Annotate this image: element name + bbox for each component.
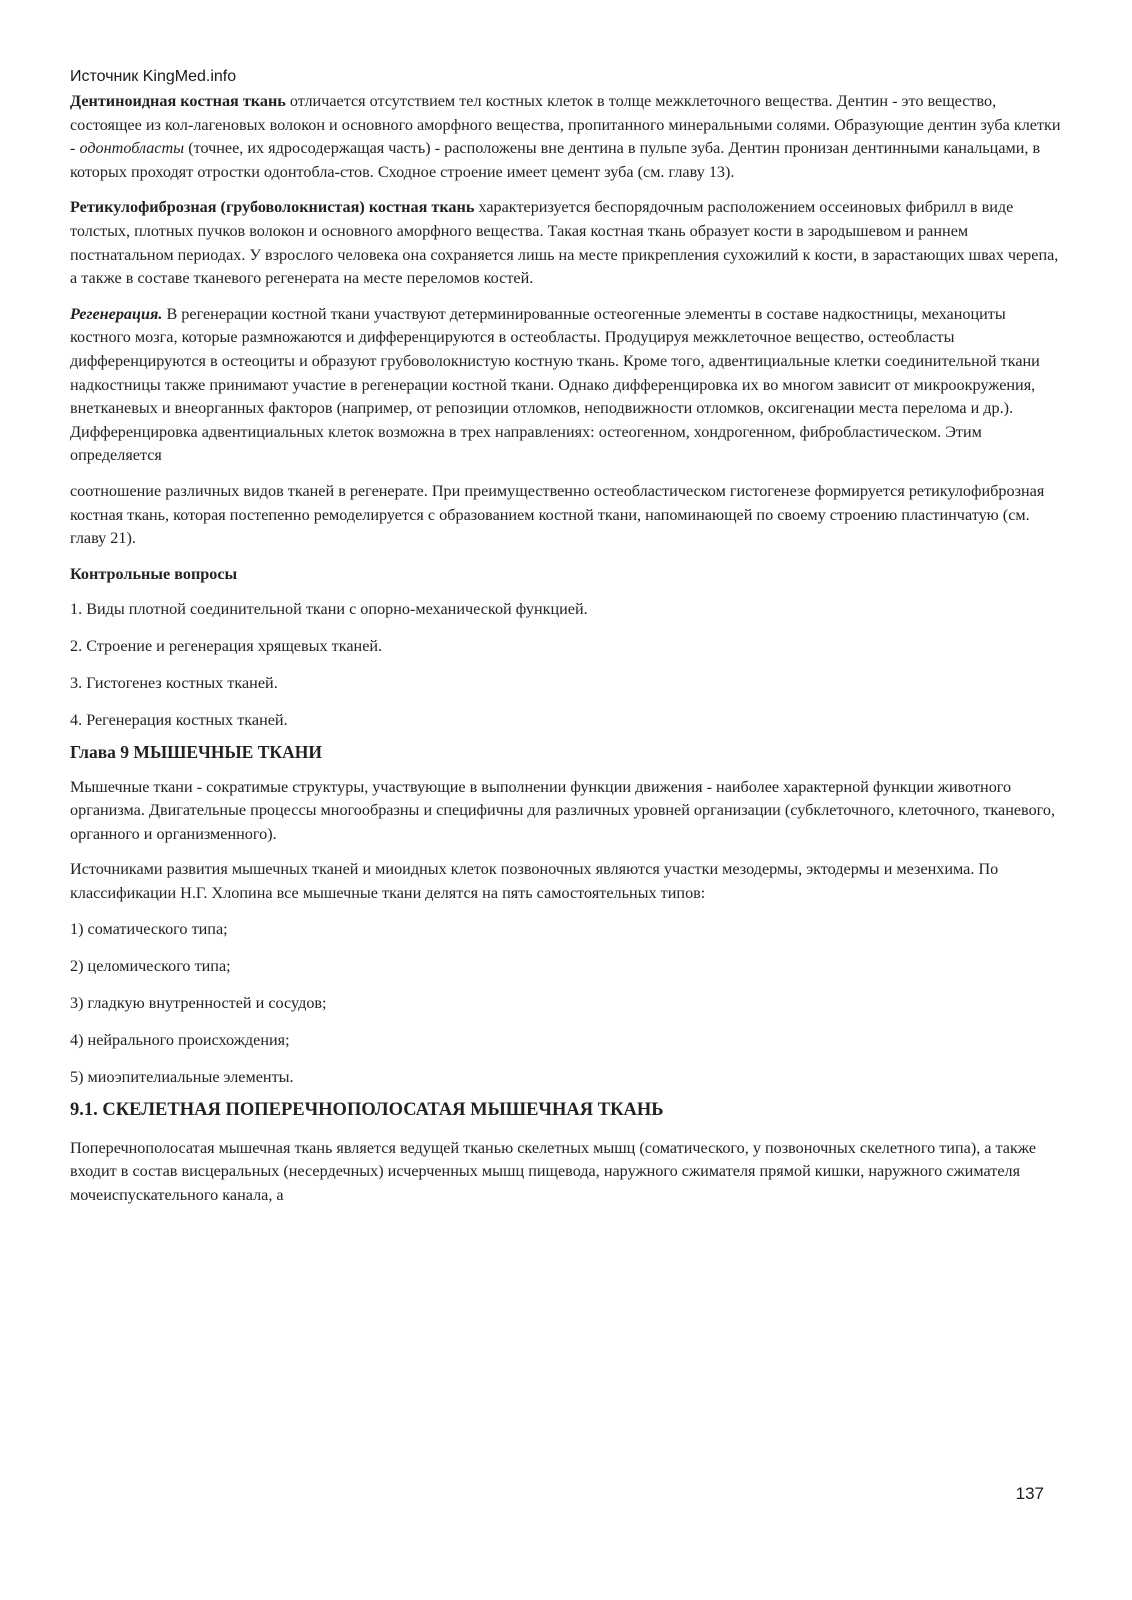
paragraph-ratio: соотношение различных видов тканей в регенерате. При преимущественно остеобластическом гистогенезе формируется ретикулофиброзная костная ткань, которая постепенно ремоделируется с образованием костной ткани, напоминающей по своему строению пластинчатую (см. главу 21). xyxy=(70,481,1045,548)
paragraph-regeneration: Регенерация. В регенерации костной ткани участвуют детерминированные остеогенные элементы в составе надкостницы, механоциты костного мозга, которые размножаются и дифференцируются в остеобласты. Продуцируя межклеточное вещество, остеобласты дифференцируются в остеоциты и образуют грубоволокнистую костную ткань. Кроме того, адвентициальные клетки соединительной ткани надкостницы также принимают участие в регенерации костной ткани. Однако дифференцировка их во многом зависит от микроокружения, внетканевых и внеорганных факторов (например, от репозиции отломков, неподвижности отломков, оксигенации места перелома и др.). xyxy=(70,304,1040,418)
term-dentinoid: Дентиноидная костная ткань xyxy=(70,92,286,110)
chapter-title: Глава 9 МЫШЕЧНЫЕ ТКАНИ xyxy=(70,741,322,762)
question-item: 2. Строение и регенерация хрящевых тканей. xyxy=(70,636,383,655)
paragraph-muscle-intro: Мышечные ткани - сократимые структуры, участвующие в выполнении функции движения - наиболее характерной функции животного организма. Двигательные процессы многообразны и специфичны для различных уровней организации (субклеточного, клеточного, тканевого, органного и организменного). xyxy=(70,777,1056,843)
section-title: 9.1. СКЕЛЕТНАЯ ПОПЕРЕЧНОПОЛОСАТАЯ МЫШЕЧНАЯ ТКАНЬ xyxy=(70,1099,664,1120)
type-item: 4) нейрального происхождения; xyxy=(70,1030,290,1049)
type-item: 5) миоэпителиальные элементы. xyxy=(70,1067,294,1086)
question-item: 4. Регенерация костных тканей. xyxy=(70,710,288,729)
type-item: 1) соматического типа; xyxy=(70,919,228,938)
term-odontoblasts: одонтобласты xyxy=(79,139,185,158)
paragraph-reticulofibrous: Ретикулофиброзная (грубоволокнистая) костная ткань характеризуется беспорядочным расположением оссеиновых фибрилл в виде толстых, плотных пучков волокон и основного аморфного вещества. Такая костная ткань образует кости в зародышевом и раннем постнатальном периодах. У взрослого человека она сохраняется лишь на месте прикрепления сухожилий к кости, в зарастающих швах черепа, а также в составе тканевого регенерата на месте переломов костей. xyxy=(70,198,1059,288)
page-number: 137 xyxy=(1015,1484,1044,1503)
paragraph-muscle-sources: Источниками развития мышечных тканей и миоидных клеток позвоночных являются участки мезодермы, эктодермы и мезенхима. По классификации Н.Г. Хлопина все мышечные ткани делятся на пять самостоятельных типов: xyxy=(70,860,999,903)
type-item: 2) целомического типа; xyxy=(70,956,231,975)
paragraph-differentiation: Дифференцировка адвентициальных клеток возможна в трех направлениях: остеогенном, хондрогенном, фибробластическом. Этим определяется xyxy=(70,422,982,465)
type-item: 3) гладкую внутренностей и сосудов; xyxy=(70,993,327,1012)
source-header: Источник KingMed.info xyxy=(70,68,237,85)
term-regeneration: Регенерация. xyxy=(70,304,163,323)
question-item: 1. Виды плотной соединительной ткани с опорно-механической функцией. xyxy=(70,599,588,618)
paragraph-striated-muscle: Поперечнополосатая мышечная ткань является ведущей тканью скелетных мышц (соматического, у позвоночных скелетного типа), а также входит в состав висцеральных (несердечных) исчерченных мышц пищевода, наружного сжимателя прямой кишки, наружного сжимателя мочеиспускательного канала, а xyxy=(70,1138,1037,1204)
question-item: 3. Гистогенез костных тканей. xyxy=(70,673,278,692)
paragraph-dentinoid: Дентиноидная костная ткань отличается отсутствием тел костных клеток в толще межклеточного вещества. Дентин - это вещество, состоящее из кол-лагеновых волокон и основного аморфного вещества, пропитанного минеральными солями. Образующие дентин зуба клетки - одонтобласты (точнее, их ядросодержащая часть) - расположены вне дентина в пульпе зуба. Дентин пронизан дентинными канальцами, в которых проходят отростки одонтобла-стов. Сходное строение имеет цемент зуба (см. главу 13). xyxy=(70,92,1061,181)
control-questions-heading: Контрольные вопросы xyxy=(70,564,238,583)
term-reticulofibrous: Ретикулофиброзная (грубоволокнистая) костная ткань xyxy=(70,198,475,217)
